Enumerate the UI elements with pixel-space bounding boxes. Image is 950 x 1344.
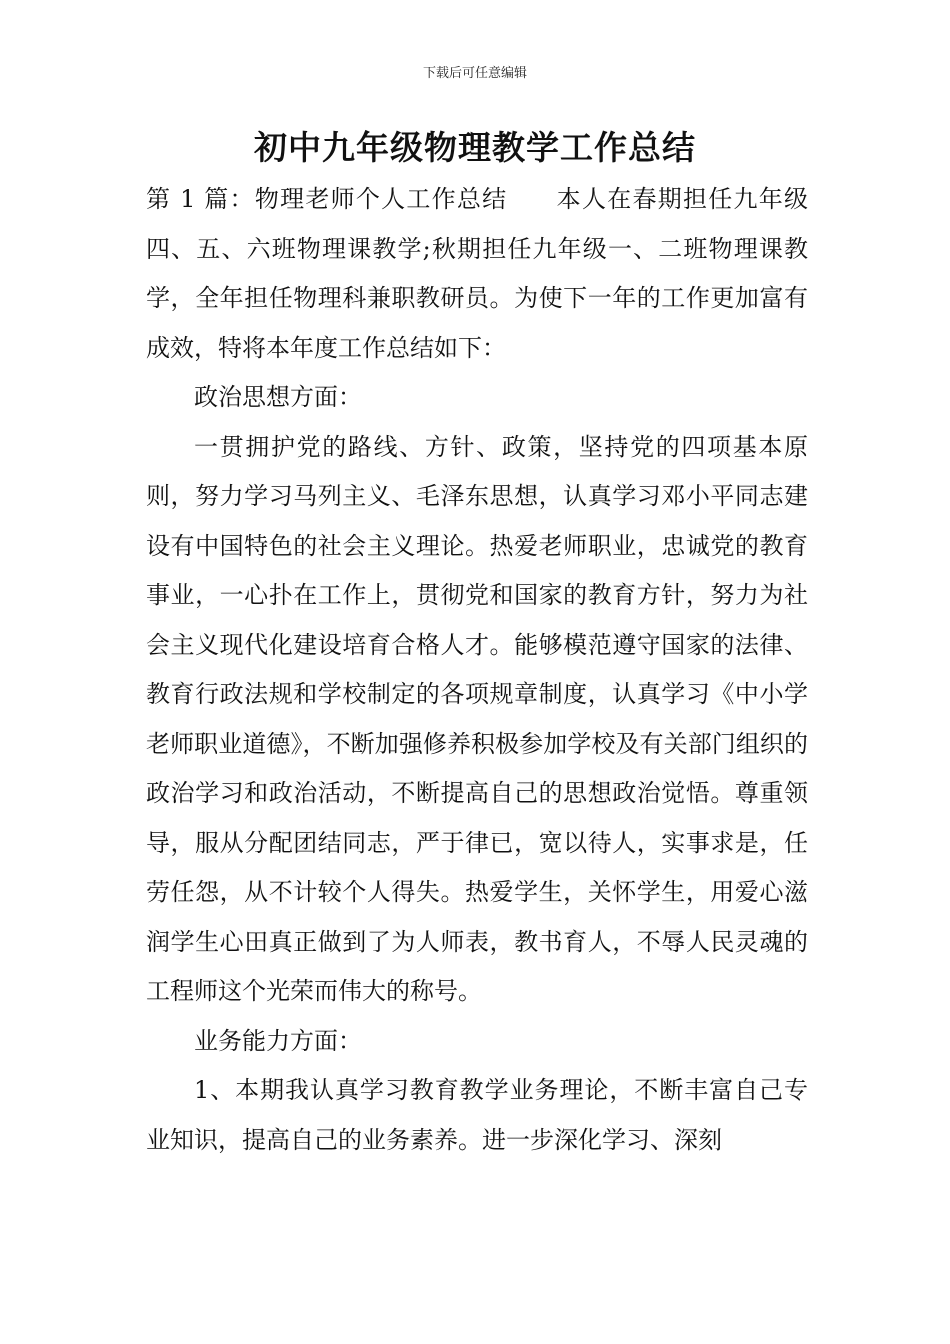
intro-text: 本人在春期担任九年级四、五、六班物理课教学;秋期担任九年级一、二班物理课教学，全年担任物理科兼职教研员。为使下一年的工作更加富有成效，特将本年度工作总结如下： (146, 185, 809, 362)
paragraph-business-1: 1、本期我认真学习教育教学业务理论，不断丰富自己专业知识，提高自己的业务素养。进一步深化学习、深刻 (146, 1076, 808, 1154)
section-heading-business: 业务能力方面： (194, 1026, 362, 1055)
document-title: 初中九年级物理教学工作总结 (254, 128, 696, 167)
paragraph-politics: 一贯拥护党的路线、方针、政策，坚持党的四项基本原则，努力学习马列主义、毛泽东思想，认真学习邓小平同志建设有中国特色的社会主义理论。热爱老师职业，忠诚党的教育事业，一心扑在工作上，贯彻党和国家的教育方针，努力为社会主义现代化建设培育合格人才。能够模范遵守国家的法律、教育行政法规和学校制定的各项规章制度，认真学习《中小学老师职业道德》，不断加强修养积极参加学校及有关部门组织的政治学习和政治活动，不断提高自己的思想政治觉悟。尊重领导，服从分配团结同志，严于律已，宽以待人，实事求是，任劳任怨，从不计较个人得失。热爱学生，关怀学生，用爱心滋润学生心田真正做到了为人师表，教书育人，不辱人民灵魂的工程师这个光荣而伟大的称号。 (146, 432, 808, 1005)
intro-heading: 第 1 篇：物理老师个人工作总结 (146, 185, 508, 213)
header-note: 下载后可任意编辑 (422, 66, 527, 81)
section-heading-politics: 政治思想方面： (194, 383, 362, 411)
document-body (146, 175, 808, 1165)
intro-paragraph (146, 175, 808, 373)
